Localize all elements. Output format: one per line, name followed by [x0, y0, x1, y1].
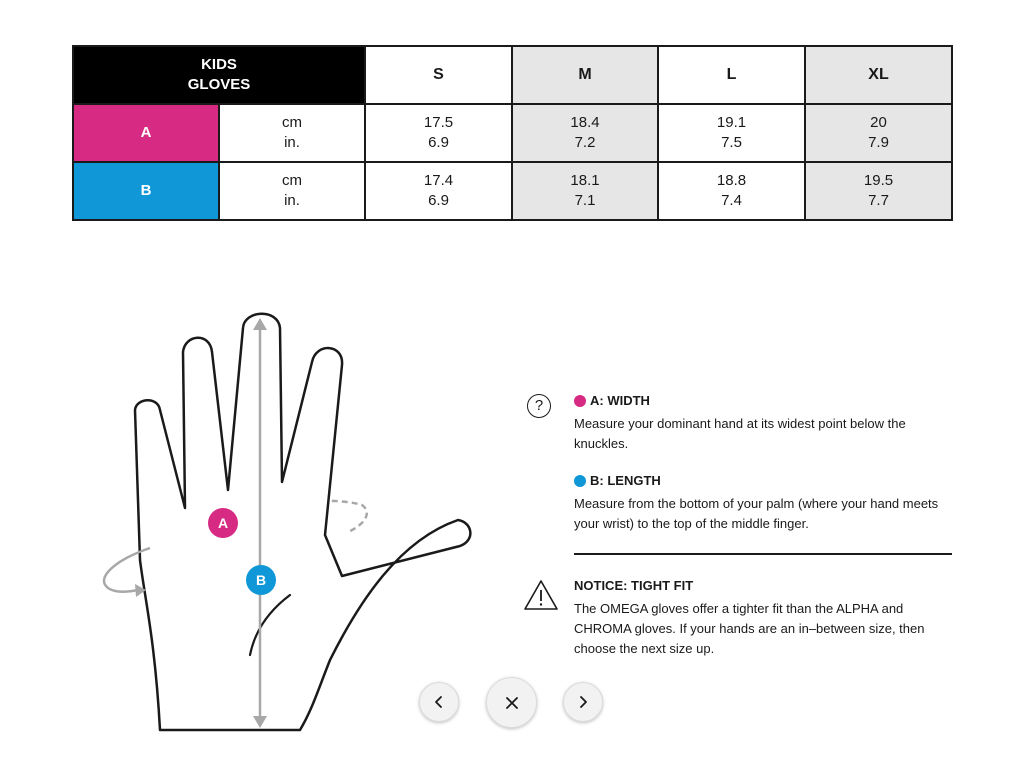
length-info	[574, 472, 954, 534]
size-chart-table	[72, 45, 953, 221]
unit-cell: cm in.	[219, 104, 365, 162]
table-row-a	[73, 104, 952, 162]
close-button[interactable]	[486, 677, 537, 728]
value-cell-b-l: 18.8 7.4	[658, 162, 805, 220]
value-cell-b-s: 17.4 6.9	[365, 162, 512, 220]
chevron-right-icon	[577, 695, 589, 709]
table-title: KIDS GLOVES	[73, 46, 365, 104]
value-cell-a-l: 19.1 7.5	[658, 104, 805, 162]
width-info	[574, 392, 954, 454]
notice-info	[574, 577, 954, 659]
value-cell-a-m: 18.4 7.2	[512, 104, 658, 162]
pink-dot-icon	[574, 395, 586, 407]
size-header-s: S	[365, 46, 512, 104]
table-header-row	[73, 46, 952, 104]
length-title: B: LENGTH	[590, 473, 661, 488]
hand-measure-diagram	[95, 308, 485, 738]
prev-button[interactable]	[419, 682, 459, 722]
question-icon: ?	[527, 394, 551, 418]
blue-dot-icon	[574, 475, 586, 487]
close-icon	[504, 695, 520, 711]
warning-icon	[523, 579, 559, 611]
row-label-b: B	[73, 162, 219, 220]
length-description: Measure from the bottom of your palm (where your hand meets your wrist) to the top of the middle finger.	[574, 496, 939, 531]
table-row-b	[73, 162, 952, 220]
width-title: A: WIDTH	[590, 393, 650, 408]
size-header-l: L	[658, 46, 805, 104]
size-header-xl: XL	[805, 46, 952, 104]
value-cell-a-s: 17.5 6.9	[365, 104, 512, 162]
next-button[interactable]	[563, 682, 603, 722]
width-description: Measure your dominant hand at its widest point below the knuckles.	[574, 416, 906, 451]
divider	[574, 553, 952, 555]
row-label-a: A	[73, 104, 219, 162]
value-cell-b-xl: 19.5 7.7	[805, 162, 952, 220]
value-cell-b-m: 18.1 7.1	[512, 162, 658, 220]
marker-b-label: B	[255, 572, 267, 588]
marker-a-label: A	[217, 515, 229, 531]
size-header-m: M	[512, 46, 658, 104]
unit-cell: cm in.	[219, 162, 365, 220]
notice-description: The OMEGA gloves offer a tighter fit than the ALPHA and CHROMA gloves. If your hands are an in–between size, then choose the next size up.	[574, 601, 925, 656]
chevron-left-icon	[433, 695, 445, 709]
notice-title: NOTICE: TIGHT FIT	[574, 578, 694, 593]
value-cell-a-xl: 20 7.9	[805, 104, 952, 162]
hand-outline	[135, 314, 470, 730]
